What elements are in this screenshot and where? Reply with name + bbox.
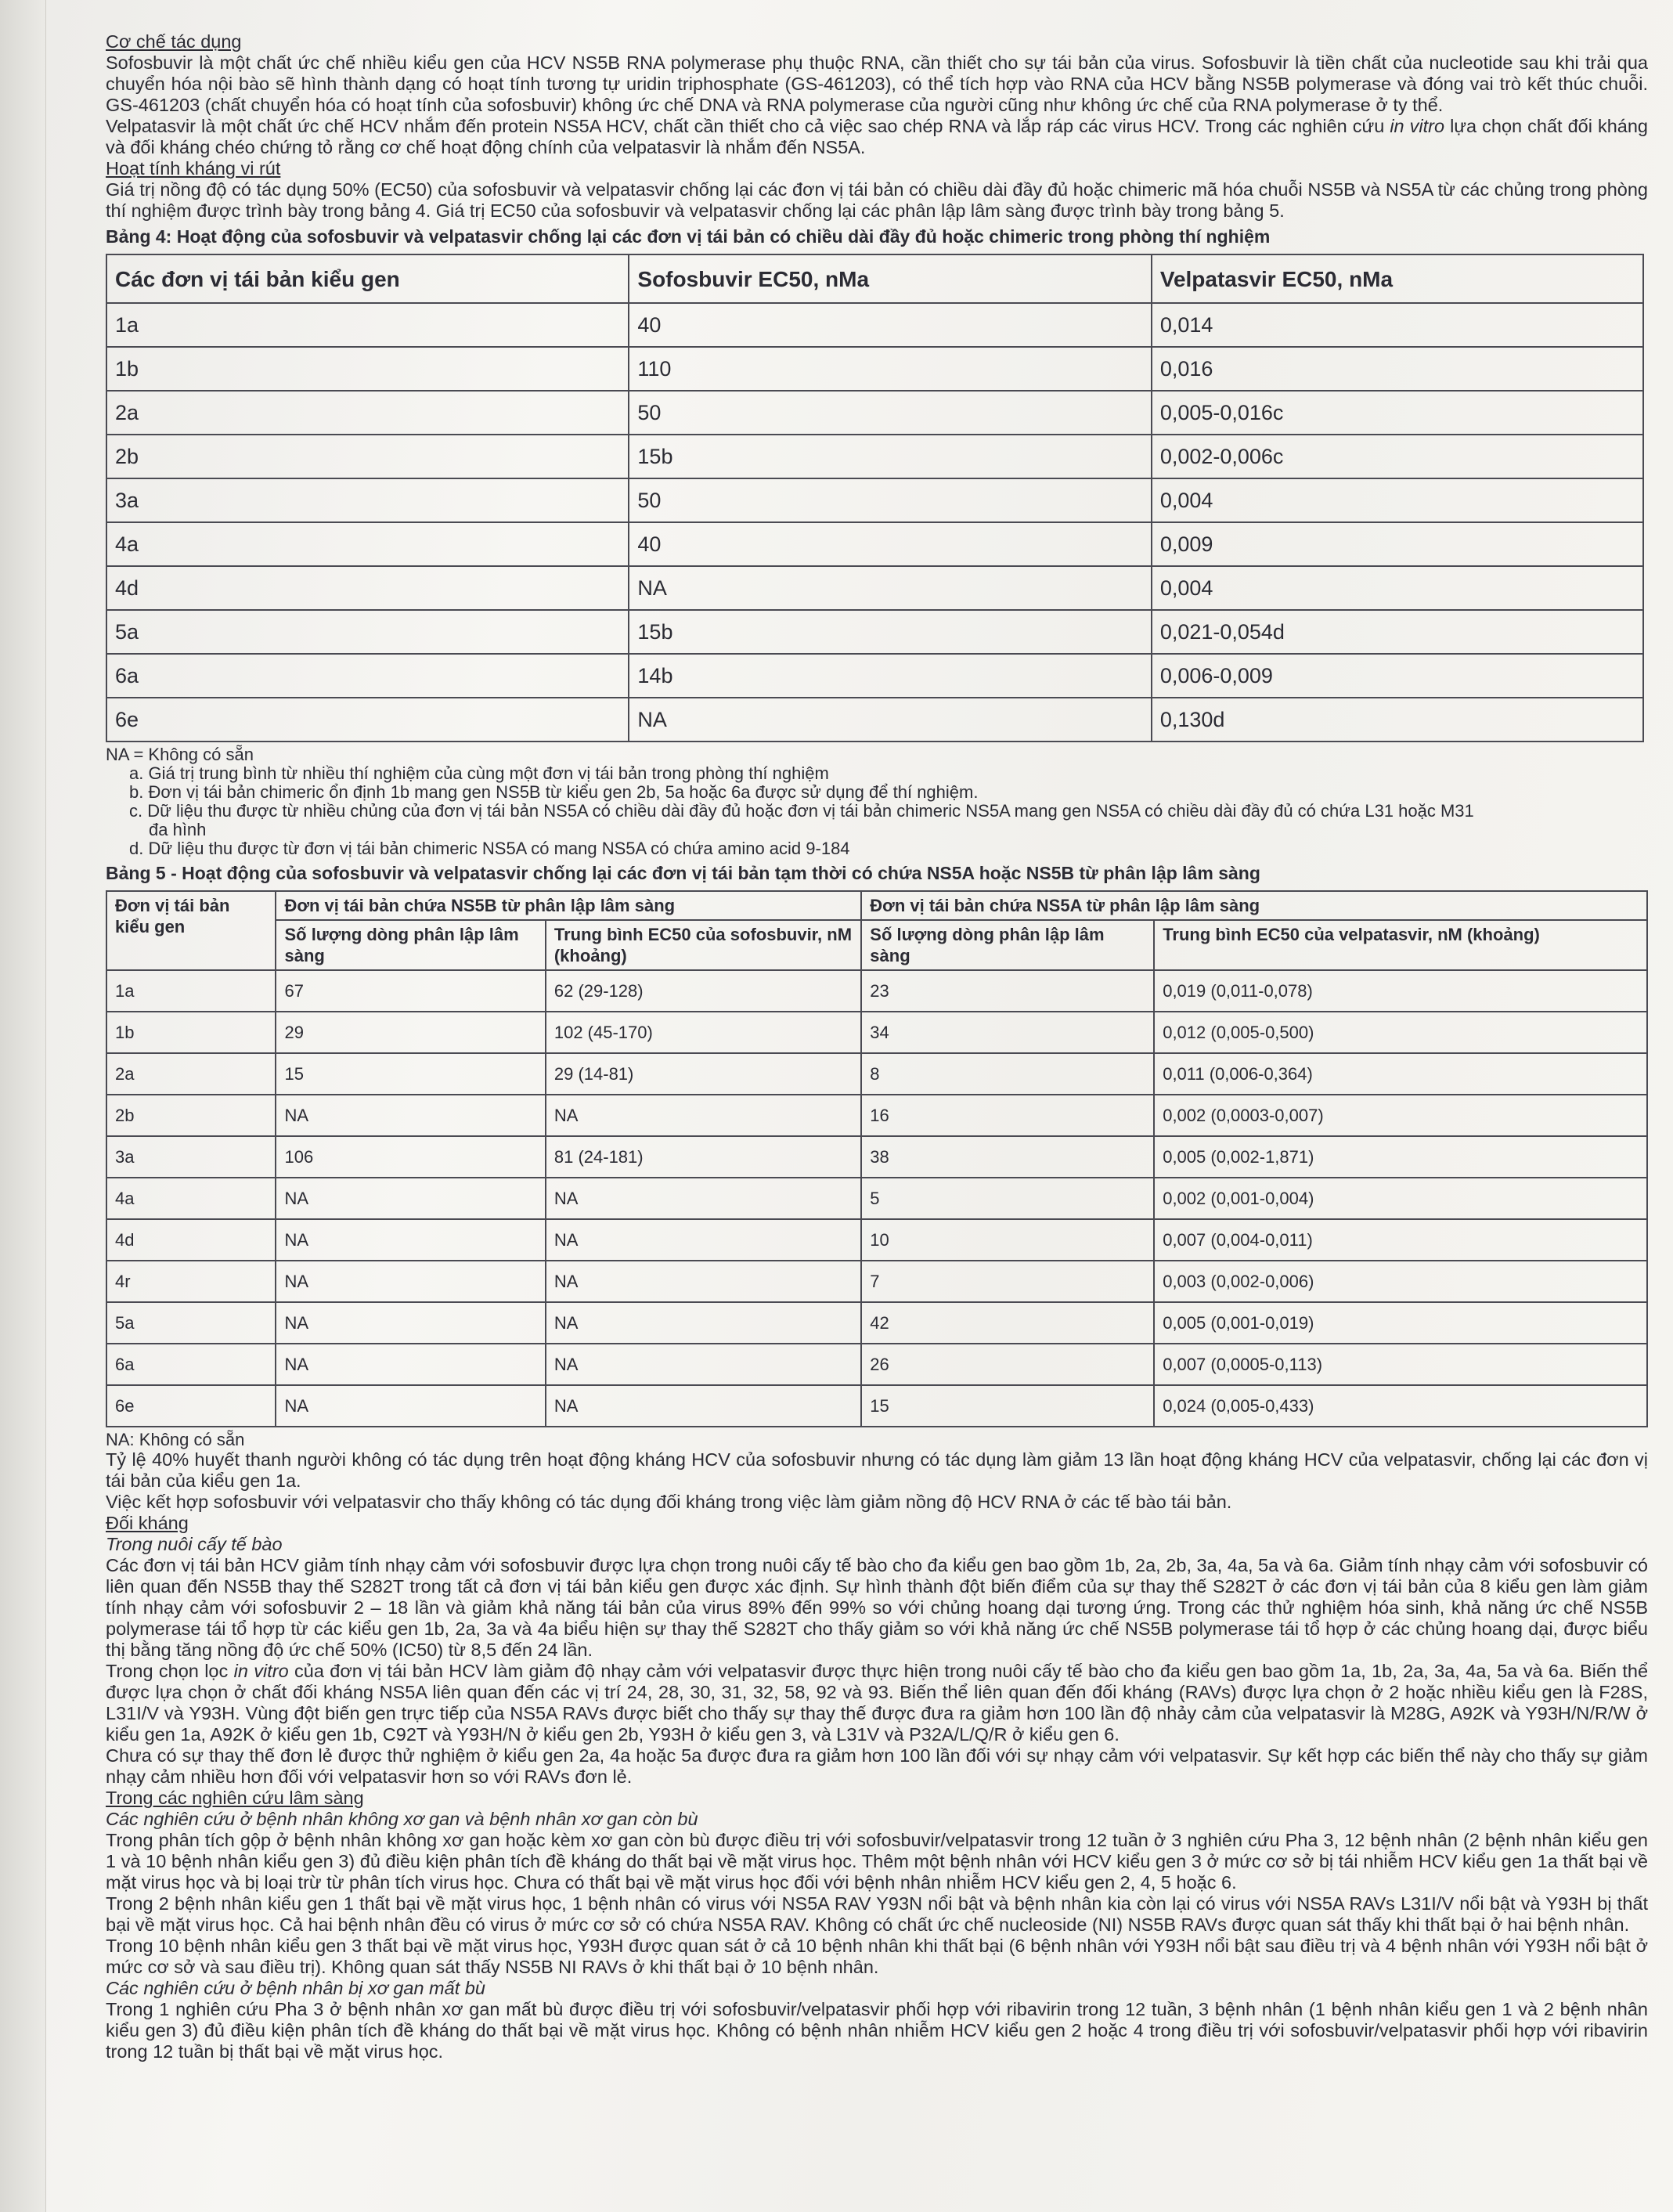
table-cell: NA	[276, 1219, 545, 1261]
table-cell: 0,021-0,054d	[1152, 610, 1643, 654]
table-cell: 16	[861, 1095, 1154, 1136]
table-cell: 1a	[106, 970, 276, 1012]
table-row	[106, 610, 1643, 654]
table-note: b. Đơn vị tái bản chimeric ổn định 1b mang gen NS5B từ kiểu gen 2b, 5a hoặc 6a được sử dụng để thí nghiệm.	[129, 782, 979, 802]
table-row	[106, 303, 1643, 347]
table-row	[106, 522, 1643, 566]
italic-span: in vitro	[1390, 116, 1445, 136]
table-cell: 0,016	[1152, 347, 1643, 391]
table-row	[106, 1344, 1647, 1385]
table-header-cell: Các đơn vị tái bản kiểu gen	[106, 254, 629, 303]
text-span: của đơn vị tái bản HCV làm giảm độ nhạy cảm với velpatasvir được thực hiện trong nuôi cấy tế bào cho đa kiểu gen bao gồm 1a, 1b, 2a, 3a, 4a, 5a và 6a. Biến thể được lựa chọn ở chất đối kháng NS5A liên quan đến các vị trí 24, 28, 30, 31, 32, 58, 92 và 93. Biến thể liên quan đến đối kháng (RAVs) được lựa chọn ở 2 hoặc nhiều kiểu gen là F28S, L31I/V và Y93H. Vùng đột biến gen trực tiếp của NS5A RAVs được biết cho thấy sự thay thế được đưa ra giảm hơn 100 lần độ nhảy cảm của velpatasvir là M28G, A92K và Y93H/N/R/W ở kiểu gen 1a, A92K ở kiểu gen 1b, C92T và Y93H/N ở kiểu gen 2b, Y93H ở kiểu gen 3, và L31V và P32A/L/Q/R ở kiểu gen 6.	[106, 1661, 1649, 1745]
table-cell: 2a	[106, 1053, 276, 1095]
table-cell: 42	[861, 1302, 1154, 1344]
table-cell: NA	[276, 1302, 545, 1344]
table-header-cell: Sofosbuvir EC50, nMa	[629, 254, 1151, 303]
table-cell: 6e	[106, 698, 629, 742]
table-cell: 40	[629, 303, 1151, 347]
table-cell: 7	[861, 1261, 1154, 1302]
table5	[106, 890, 1648, 1427]
subheading-clinical-studies: Trong các nghiên cứu lâm sàng	[106, 1788, 364, 1808]
resistance-paragraph-7: Trong 1 nghiên cứu Pha 3 ở bệnh nhân xơ gan mất bù được điều trị với sofosbuvir/velpatasvir phối hợp với ribavirin trong 12 tuần, 3 bệnh nhân (1 bệnh nhân kiểu gen 1 và 2 bệnh nhân kiểu gen 3) đủ điều kiện phân tích đề kháng do thất bại về mặt virus học. Không có bệnh nhân nhiễm HCV kiểu gen 2 hoặc 4 trong điều trị với sofosbuvir/velpatasvir phối hợp với ribavirin trong 12 tuần bị thất bại về mặt virus học.	[106, 1999, 1648, 2062]
text-span: Trong chọn lọc	[106, 1661, 234, 1681]
table4-caption: Bảng 4: Hoạt động của sofosbuvir và velpatasvir chống lại các đơn vị tái bản có chiều dài đầy đủ hoặc chimeric trong phòng thí nghiệm	[106, 226, 1271, 247]
table-row	[106, 970, 1647, 1012]
resistance-paragraph-5: Trong 2 bệnh nhân kiểu gen 1 thất bại về mặt virus học, 1 bệnh nhân có virus với NS5A RAV Y93N nổi bật và bệnh nhân kia còn lại có virus với NS5A RAVs L31I/V nổi bật và Y93H bị thất bại về mặt virus học. Cả hai bệnh nhân đều có virus ở mức cơ sở có chứa NS5A RAV. Không có chất ức chế nucleoside (NI) NS5B RAVs được quan sát thấy khi thất bại ở hai bệnh nhân.	[106, 1893, 1648, 1935]
italic-span: in vitro	[233, 1661, 289, 1681]
table-note: đa hình	[149, 820, 207, 839]
table-cell: NA	[276, 1095, 545, 1136]
table-row	[106, 698, 1643, 742]
table-cell: NA	[546, 1261, 861, 1302]
table-cell: 6a	[106, 1344, 276, 1385]
table-cell: 0,004	[1152, 478, 1643, 522]
antiviral-paragraph: Giá trị nồng độ có tác dụng 50% (EC50) của sofosbuvir và velpatasvir chống lại các đơn vị tái bản có chiều dài đầy đủ hoặc chimeric mã hóa chuỗi NS5B và NS5A từ các chủng trong phòng thí nghiệm được trình bày trong bảng 4. Giá trị EC50 của sofosbuvir và velpatasvir chống lại các phân lập lâm sàng được trình bày trong bảng 5.	[106, 179, 1648, 221]
table-header-row	[106, 254, 1643, 303]
table-cell: 0,003 (0,002-0,006)	[1154, 1261, 1647, 1302]
resistance-paragraph-4: Trong phân tích gộp ở bệnh nhân không xơ gan hoặc kèm xơ gan còn bù được điều trị với sofosbuvir/velpatasvir trong 12 tuần ở 3 nghiên cứu Pha 3, 12 bệnh nhân (2 bệnh nhân kiểu gen 1 và 10 bệnh nhân kiểu gen 3) đủ điều kiện phân tích đề kháng do thất bại về mặt virus học. Thêm một bệnh nhân với HCV kiểu gen 3 ở mức cơ sở bị tái nhiễm HCV kiểu gen 1a thất bại về mặt virus học và bị loại trừ từ phân tích virus học. Chưa có thất bại về mặt virus học đối với bệnh nhân nhiễm HCV kiểu gen 2, 4, 5 hoặc 6.	[106, 1830, 1648, 1893]
table-cell: NA	[629, 566, 1151, 610]
section-heading-resistance: Đối kháng	[106, 1513, 189, 1533]
table-row	[106, 1385, 1647, 1427]
table-cell: 3a	[106, 478, 629, 522]
table-cell: 5a	[106, 1302, 276, 1344]
table-cell: NA	[629, 698, 1151, 742]
table-cell: 2b	[106, 1095, 276, 1136]
table-cell: 0,014	[1152, 303, 1643, 347]
document-content	[106, 31, 1648, 2062]
table-cell: 6e	[106, 1385, 276, 1427]
table-note: c. Dữ liệu thu được từ nhiều chủng của đơn vị tái bản NS5A có chiều dài đầy đủ hoặc đơn vị tái bản chimeric NS5A mang gen NS5A có chiều dài đầy đủ có chứa L31 hoặc M31	[129, 801, 1474, 821]
table-row	[106, 478, 1643, 522]
table-cell: 67	[276, 970, 545, 1012]
table-row	[106, 1219, 1647, 1261]
table-row	[106, 1302, 1647, 1344]
table-cell: 0,019 (0,011-0,078)	[1154, 970, 1647, 1012]
table-note: NA = Không có sẵn	[106, 745, 254, 764]
table-header-cell: Trung bình EC50 của velpatasvir, nM (khoảng)	[1154, 920, 1647, 970]
table4-notes	[106, 745, 1648, 858]
table-cell: 8	[861, 1053, 1154, 1095]
table-header-cell: Trung bình EC50 của sofosbuvir, nM (khoảng)	[546, 920, 861, 970]
table-cell: 0,005-0,016c	[1152, 391, 1643, 435]
table-cell: 15	[861, 1385, 1154, 1427]
text-span: lựa chọn chất đối kháng và đối kháng chéo chứng tỏ rằng cơ chế hoạt động chính của velpatasvir là nhắm đến NS5A.	[106, 116, 1649, 157]
table-cell: 34	[861, 1012, 1154, 1053]
table-cell: 0,002 (0,001-0,004)	[1154, 1178, 1647, 1219]
table-cell: 29 (14-81)	[546, 1053, 861, 1095]
mechanism-paragraph-2	[106, 116, 1648, 158]
table-cell: 4a	[106, 522, 629, 566]
section-heading-mechanism: Cơ chế tác dụng	[106, 31, 242, 52]
table-cell: 4d	[106, 566, 629, 610]
table-cell: NA	[276, 1344, 545, 1385]
table5-caption: Bảng 5 - Hoạt động của sofosbuvir và velpatasvir chống lại các đơn vị tái bản tạm thời có chứa NS5A hoặc NS5B từ phân lập lâm sàng	[106, 863, 1260, 883]
table-cell: 15	[276, 1053, 545, 1095]
table-row	[106, 566, 1643, 610]
table-cell: 0,011 (0,006-0,364)	[1154, 1053, 1647, 1095]
table-cell: 5a	[106, 610, 629, 654]
table-cell: 81 (24-181)	[546, 1136, 861, 1178]
table-cell: 5	[861, 1178, 1154, 1219]
table-cell: 0,009	[1152, 522, 1643, 566]
table-cell: 4d	[106, 1219, 276, 1261]
resistance-paragraph-3: Chưa có sự thay thế đơn lẻ được thử nghiệm ở kiểu gen 2a, 4a hoặc 5a được đưa ra giảm hơn 100 lần đối với sự nhạy cảm với velpatasvir. Sự kết hợp các biến thể này cho thấy sự giảm nhạy cảm nhiều hơn đối với velpatasvir hơn so với RAVs đơn lẻ.	[106, 1745, 1648, 1787]
table-cell: 26	[861, 1344, 1154, 1385]
table-cell: NA	[546, 1385, 861, 1427]
table5-note: NA: Không có sẵn	[106, 1430, 245, 1449]
resistance-paragraph-1: Các đơn vị tái bản HCV giảm tính nhạy cảm với sofosbuvir được lựa chọn trong nuôi cấy tế bào cho đa kiểu gen bao gồm 1b, 2a, 2b, 3a, 4a, 5a và 6a. Giảm tính nhạy cảm với sofosbuvir có liên quan đến NS5B thay thế S282T trong tất cả đơn vị tái bản kiểu gen được xác định. Sự hình thành đột biến điểm của sự thay thế S282T ở các đơn vị tái bản của 8 kiểu gen làm giảm tính nhạy cảm với sofosbuvir 2 – 18 lần và giảm khả năng tái bản của virus 89% đến 99% so với chủng hoang dại tương ứng. Trong các thử nghiệm hóa sinh, khả năng ức chế NS5B polymerase tái tổ hợp từ các kiểu gen 1b, 2a, 3a và 4a biểu hiện sự thay thế S282T cho thấy giảm so với khả năng ức chế NS5B polymerase tái tổ hợp ở các chủng hoang dại, được biểu thị bằng tăng nồng độ ức chế 50% (IC50) từ 8,5 đến 24 lần.	[106, 1555, 1648, 1660]
table-cell: NA	[546, 1344, 861, 1385]
table-cell: 14b	[629, 654, 1151, 698]
resistance-paragraph-6: Trong 10 bệnh nhân kiểu gen 3 thất bại về mặt virus học, Y93H được quan sát ở cả 10 bệnh nhân khi thất bại (6 bệnh nhân với Y93H nổi bật sau điều trị và 4 bệnh nhân với Y93H nổi bật ở mức cơ sở và sau điều trị). Không quan sát thấy NS5B NI RAVs ở khi thất bại ở 10 bệnh nhân.	[106, 1936, 1648, 1977]
table-cell: 50	[629, 478, 1151, 522]
table-row	[106, 435, 1643, 478]
text-span: Velpatasvir là một chất ức chế HCV nhắm đến protein NS5A HCV, chất cần thiết cho cả việc sao chép RNA và lắp ráp các virus HCV. Trong các nghiên cứu	[106, 116, 1390, 136]
subheading-cell-culture: Trong nuôi cấy tế bào	[106, 1534, 283, 1554]
table-cell: 40	[629, 522, 1151, 566]
table-cell: NA	[276, 1261, 545, 1302]
table-header-cell: Đơn vị tái bản chứa NS5A từ phân lập lâm sàng	[861, 891, 1647, 920]
table-cell: 0,007 (0,004-0,011)	[1154, 1219, 1647, 1261]
table-note: a. Giá trị trung bình từ nhiều thí nghiệm của cùng một đơn vị tái bản trong phòng thí nghiệm	[129, 763, 829, 783]
table-row	[106, 347, 1643, 391]
table-row	[106, 391, 1643, 435]
table-cell: 1b	[106, 1012, 276, 1053]
table-row	[106, 1178, 1647, 1219]
table-cell: 0,004	[1152, 566, 1643, 610]
table-cell: NA	[546, 1095, 861, 1136]
table-row	[106, 1261, 1647, 1302]
table-cell: 0,130d	[1152, 698, 1643, 742]
table-cell: 110	[629, 347, 1151, 391]
table-cell: 29	[276, 1012, 545, 1053]
page-edge	[0, 0, 46, 2212]
table-row	[106, 1012, 1647, 1053]
table-cell: 15b	[629, 610, 1151, 654]
table-header-cell: Đơn vị tái bản kiểu gen	[106, 891, 276, 970]
table-cell: NA	[276, 1385, 545, 1427]
table-cell: 38	[861, 1136, 1154, 1178]
table-header-cell: Đơn vị tái bản chứa NS5B từ phân lập lâm sàng	[276, 891, 861, 920]
table-cell: 62 (29-128)	[546, 970, 861, 1012]
table-cell: NA	[276, 1178, 545, 1219]
table-cell: 6a	[106, 654, 629, 698]
table-cell: 4a	[106, 1178, 276, 1219]
table-cell: 3a	[106, 1136, 276, 1178]
table-row	[106, 654, 1643, 698]
table-cell: 0,007 (0,0005-0,113)	[1154, 1344, 1647, 1385]
table-cell: 0,006-0,009	[1152, 654, 1643, 698]
table-row	[106, 1136, 1647, 1178]
table-cell: 10	[861, 1219, 1154, 1261]
table-cell: NA	[546, 1178, 861, 1219]
section-heading-antiviral: Hoạt tính kháng vi rút	[106, 158, 281, 179]
table-cell: 0,005 (0,001-0,019)	[1154, 1302, 1647, 1344]
table-cell: 15b	[629, 435, 1151, 478]
table-cell: 106	[276, 1136, 545, 1178]
table-header-row	[106, 891, 1647, 920]
table-cell: 0,002 (0,0003-0,007)	[1154, 1095, 1647, 1136]
table-header-cell: Số lượng dòng phân lập lâm sàng	[276, 920, 545, 970]
table-row	[106, 1053, 1647, 1095]
table-note: d. Dữ liệu thu được từ đơn vị tái bản chimeric NS5A có mang NS5A có chứa amino acid 9-184	[129, 839, 850, 858]
table-cell: 1a	[106, 303, 629, 347]
table-cell: 2a	[106, 391, 629, 435]
table-cell: NA	[546, 1219, 861, 1261]
table-header-cell: Velpatasvir EC50, nMa	[1152, 254, 1643, 303]
table-row	[106, 1095, 1647, 1136]
table-header-cell: Số lượng dòng phân lập lâm sàng	[861, 920, 1154, 970]
subheading-decompensated: Các nghiên cứu ở bệnh nhân bị xơ gan mất bù	[106, 1978, 485, 1998]
resistance-paragraph-2	[106, 1661, 1648, 1745]
table-cell: 23	[861, 970, 1154, 1012]
table-cell: 1b	[106, 347, 629, 391]
table-cell: 0,002-0,006c	[1152, 435, 1643, 478]
table-cell: 50	[629, 391, 1151, 435]
table-cell: 102 (45-170)	[546, 1012, 861, 1053]
after-table-paragraph-1: Tỷ lệ 40% huyết thanh người không có tác dụng trên hoạt động kháng HCV của sofosbuvir nhưng có tác dụng làm giảm 13 lần hoạt động kháng HCV của velpatasvir, chống lại các đơn vị tái bản của kiểu gen 1a.	[106, 1449, 1648, 1491]
table-cell: 0,012 (0,005-0,500)	[1154, 1012, 1647, 1053]
table-cell: 4r	[106, 1261, 276, 1302]
table4	[106, 254, 1644, 742]
mechanism-paragraph-1: Sofosbuvir là một chất ức chế nhiều kiểu gen của HCV NS5B RNA polymerase phụ thuộc RNA, cần thiết cho sự tái bản của virus. Sofosbuvir là tiền chất của nucleotide sau khi trải qua chuyển hóa nội bào sẽ hình thành dạng có hoạt tính tương tự uridin triphosphate (GS-461203), có thể tích hợp vào RNA của HCV bằng NS5B polymerase và đóng vai trò kết thúc chuỗi. GS-461203 (chất chuyển hóa có hoạt tính của sofosbuvir) không ức chế DNA và RNA polymerase của người cũng như không ức chế của RNA polymerase ở ty thể.	[106, 52, 1648, 115]
table-cell: 0,005 (0,002-1,871)	[1154, 1136, 1647, 1178]
after-table-paragraph-2: Việc kết hợp sofosbuvir với velpatasvir cho thấy không có tác dụng đối kháng trong việc làm giảm nồng độ HCV RNA ở các tế bào tái bản.	[106, 1492, 1232, 1512]
subheading-compensated: Các nghiên cứu ở bệnh nhân không xơ gan và bệnh nhân xơ gan còn bù	[106, 1809, 698, 1829]
table-header-row	[106, 920, 1647, 970]
table-cell: 2b	[106, 435, 629, 478]
table-cell: NA	[546, 1302, 861, 1344]
table-cell: 0,024 (0,005-0,433)	[1154, 1385, 1647, 1427]
